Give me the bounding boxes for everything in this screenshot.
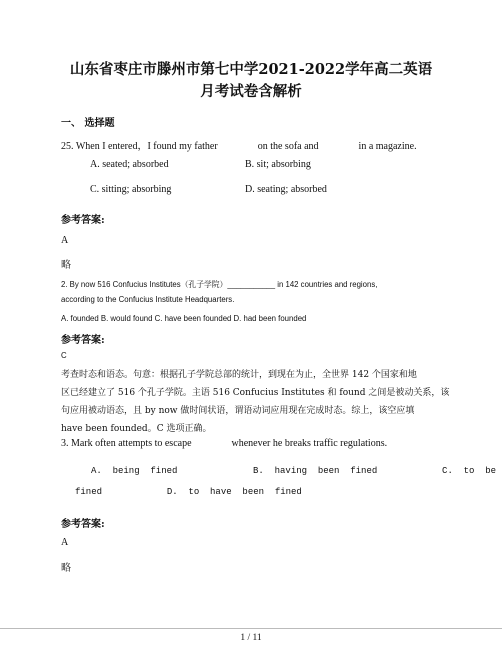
- q3-note: 略: [61, 563, 71, 574]
- q3-options-line1: A. being fined B. having been fined C. to be: [91, 466, 497, 476]
- q25-option-c: C. sitting; absorbing: [90, 184, 172, 195]
- q25-option-d: D. seating; absorbed: [245, 184, 327, 195]
- document-title-line1: 山东省枣庄市滕州市第七中学2021-2022学年高二英语: [69, 61, 433, 78]
- q25-note: 略: [61, 260, 71, 271]
- q3-answer-label: 参考答案:: [61, 519, 105, 530]
- q25-option-a: A. seated; absorbed: [90, 159, 169, 170]
- q25-answer: A: [61, 235, 69, 246]
- q2-answer-label: 参考答案:: [61, 335, 105, 346]
- footer-divider: [0, 628, 502, 629]
- q2-options: A. founded B. would found C. have been founded D. had been founded: [61, 314, 307, 323]
- q2-blank: ___________: [227, 280, 276, 289]
- q2-answer: C: [61, 351, 67, 360]
- q25-stem-part3: in a magazine.: [358, 141, 417, 152]
- q2-stem-part1: 2. By now 516 Confucius Institutes（孔子学院）: [61, 280, 228, 289]
- q2-stem: [61, 279, 377, 290]
- q25-answer-label: 参考答案:: [61, 215, 105, 226]
- q2-explanation-line2: 区已经建立了 516 个孔子学院。主语 516 Confucius Institutes 和 found 之间是被动关系，该: [61, 388, 450, 398]
- page-number: 1 / 11: [240, 633, 262, 643]
- q2-stem-part2: in 142 countries and regions,: [275, 280, 378, 289]
- q2-explanation-line3: 句应用被动语态，且 by now 做时间状语，谓语动词应用现在完成时态。综上，该空应填: [61, 406, 415, 416]
- q25-stem: [61, 137, 417, 152]
- section-heading: 一、 选择题: [61, 118, 115, 129]
- document-title-line2: 月考试卷含解析: [200, 83, 302, 100]
- q2-explanation-line4: have been founded。C 选项正确。: [61, 424, 212, 434]
- q25-stem-part2: on the sofa and: [257, 141, 319, 152]
- q25-stem-part1: 25. When I entered，I found my father: [61, 141, 218, 152]
- q3-stem-part2: whenever he breaks traffic regulations.: [231, 438, 388, 449]
- q3-stem-part1: 3. Mark often attempts to escape: [61, 438, 192, 449]
- q3-answer: A: [61, 537, 69, 548]
- q3-stem: [61, 438, 387, 449]
- q3-options-line2: fined D. to have been fined: [75, 487, 302, 497]
- q2-explanation-line1: 考查时态和语态。句意：根据孔子学院总部的统计，到现在为止，全世界 142 个国家和地: [61, 370, 417, 380]
- q25-option-b: B. sit; absorbing: [245, 159, 311, 170]
- q2-stem-line2: according to the Confucius Institute Headquarters.: [61, 295, 235, 304]
